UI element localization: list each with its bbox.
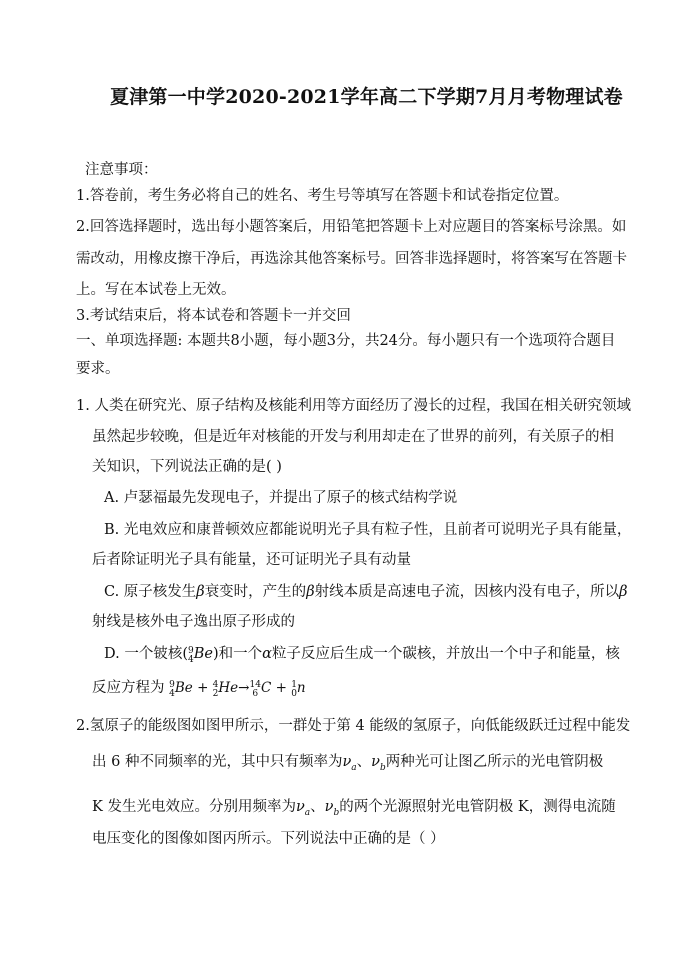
alpha-symbol: α	[262, 646, 272, 662]
q2-stem-line-1: 2.氢原子的能级图如图甲所示，一群处于第 4 能级的氢原子，向低能级跃迁过程中能发	[76, 718, 631, 734]
nu-symbol: ν	[342, 754, 352, 770]
section-heading-line-1: 一、单项选择题: 本题共8小题，每小题3分，共24分。每小题只有一个选项符合题目	[76, 333, 616, 349]
q1-stem-line-3: 关知识，下列说法正确的是( )	[92, 459, 282, 475]
nu-symbol: ν	[295, 799, 305, 815]
q1-stem-line-2: 虽然起步较晚，但是近年对核能的开发与利用却走在了世界的前列，有关原子的相	[92, 429, 614, 445]
q1-option-d-line-2: 反应方程为 9 4Be + 4 2He→14 6 C + 1 0n	[92, 680, 306, 699]
section-heading-line-2: 要求。	[76, 361, 120, 377]
note-item-2-line-2: 需改动，用橡皮擦干净后，再选涂其他答案标号。回答非选择题时，将答案写在答题卡	[76, 251, 627, 267]
q1-option-d-line-1: D. 一个铍核(9 4Be)和一个α粒子反应后生成一个碳核，并放出一个中子和能量，核	[104, 646, 620, 665]
note-item-3: 3.考试结束后，将本试卷和答题卡一并交回	[76, 308, 351, 324]
q1-stem-line-1: 1. 人类在研究光、原子结构及核能利用等方面经历了漫长的过程，我国在相关研究领域	[76, 398, 631, 414]
q1-option-b-line-2: 后者除证明光子具有能量，还可证明光子具有动量	[92, 552, 411, 568]
nu-symbol: ν	[324, 799, 334, 815]
page-title: 夏津第一中学2020-2021学年高二下学期7月月考物理试卷	[110, 86, 623, 108]
beta-symbol: β	[619, 584, 628, 600]
q2-stem-line-2: 出 6 种不同频率的光，其中只有频率为$\nu_a$、$\nu_b$两种光可让图乙所示的光电管阴极	[92, 754, 604, 773]
q2-stem-line-4: 电压变化的图像如图丙所示。下列说法中正确的是（ ）	[92, 831, 445, 847]
q2-stem-line-3: K 发生光电效应。分别用频率为$\nu_a$、$\nu_b$的两个光源照射光电管阴极 K，测得电流随	[92, 799, 616, 818]
q1-option-a: A. 卢瑟福最先发现电子，并提出了原子的核式结构学说	[104, 490, 458, 506]
q1-option-c-line-1: C. 原子核发生β衰变时，产生的β射线本质是高速电子流，因核内没有电子，所以β	[104, 584, 628, 600]
note-item-2-line-3: 上。写在本试卷上无效。	[76, 282, 236, 298]
nuclear-equation: 9 4Be + 4 2He→14 6 C + 1 0n	[169, 680, 306, 699]
q1-option-c-line-2: 射线是核外电子逸出原子形成的	[92, 614, 295, 630]
note-item-1: 1.答卷前，考生务必将自己的姓名、考生号等填写在答题卡和试卷指定位置。	[76, 188, 569, 204]
q1-option-b-line-1: B. 光电效应和康普顿效应都能说明光子具有粒子性，且前者可说明光子具有能量，	[104, 522, 632, 538]
nu-symbol: ν	[371, 754, 380, 770]
beta-symbol: β	[306, 584, 315, 600]
notes-heading: 注意事项：	[85, 162, 158, 178]
note-item-2-line-1: 2.回答选择题时，选出每小题答案后，用铅笔把答题卡上对应题目的答案标号涂黑。如	[76, 219, 627, 235]
beta-symbol: β	[196, 584, 205, 600]
